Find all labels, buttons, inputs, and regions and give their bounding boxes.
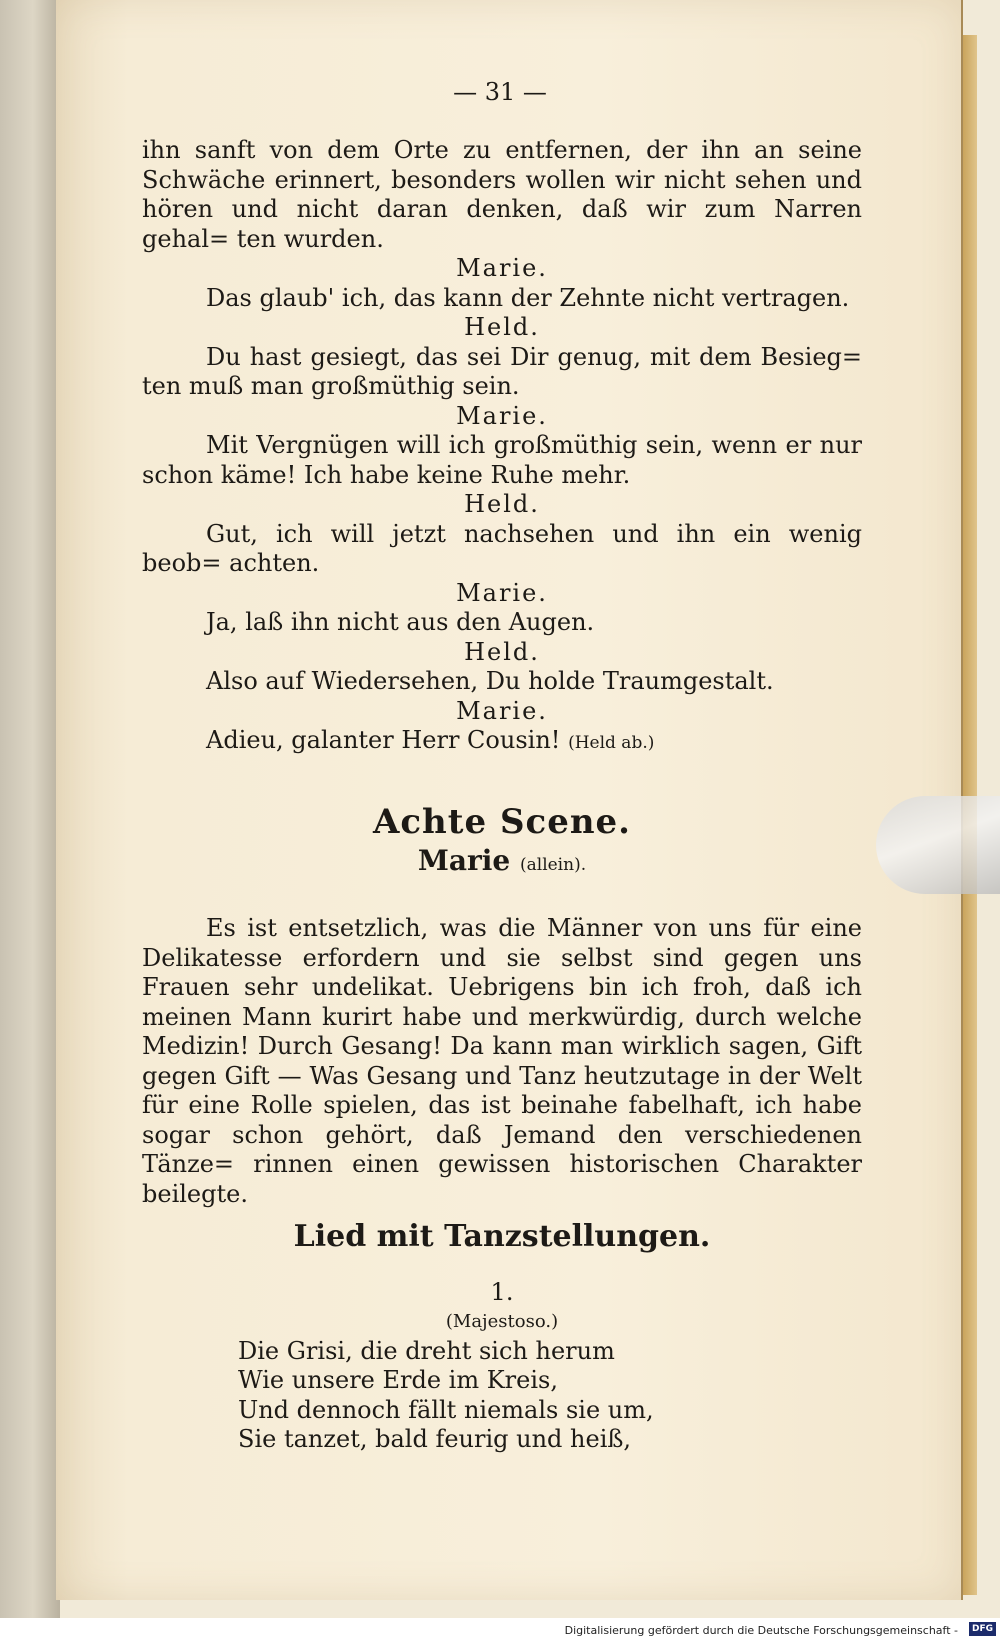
speech bbox=[142, 520, 862, 579]
speaker-name: Held. bbox=[464, 637, 540, 666]
speaker-name: Marie. bbox=[456, 696, 548, 725]
speaker-name: Marie. bbox=[456, 401, 548, 430]
speaker-name: Marie. bbox=[456, 254, 548, 282]
scene-character: Marie bbox=[417, 843, 511, 877]
paragraph bbox=[142, 136, 862, 254]
speech bbox=[142, 608, 862, 638]
page-number: — 31 — bbox=[453, 78, 547, 106]
text-line: Gift — Was Gesang und Tanz heutzutage in der Welt bbox=[224, 1061, 862, 1090]
song-block bbox=[142, 1219, 862, 1455]
text-line: Also auf Wiedersehen, Du holde Traumgestalt. bbox=[206, 667, 774, 695]
verse-line: Und dennoch fällt niemals sie um, bbox=[238, 1395, 654, 1424]
stage-direction: (allein). bbox=[519, 854, 587, 875]
book-spine bbox=[0, 0, 60, 1646]
text-line: Mit Vergnügen will ich großmüthig sein, wenn er nur bbox=[206, 431, 862, 459]
stage-direction: (Held ab.) bbox=[568, 733, 655, 753]
speech bbox=[142, 284, 862, 314]
speech bbox=[142, 726, 862, 759]
tempo-marking: (Majestoso.) bbox=[445, 1311, 559, 1332]
text-line: sehr undelikat. Uebrigens bin ich froh, daß ich meinen bbox=[142, 973, 862, 1031]
text-line: ihn sanft von dem Orte zu entfernen, der ihn an seine bbox=[142, 136, 862, 164]
dfg-logo: DFG bbox=[969, 1622, 996, 1636]
song-title: Lied mit Tanzstellungen. bbox=[293, 1219, 711, 1254]
verse-number: 1. bbox=[490, 1277, 514, 1306]
text-line: ten wurden. bbox=[236, 224, 384, 253]
scene-subtitle bbox=[142, 843, 862, 881]
text-line: Delikatesse erfordern und sie selbst sind gegen uns Frauen bbox=[142, 943, 862, 1001]
text-block-opening bbox=[142, 136, 862, 254]
text-line: Du hast gesiegt, das sei Dir genug, mit dem Besieg= bbox=[206, 342, 862, 371]
monologue-paragraph bbox=[142, 914, 862, 1209]
text-line: sogar schon gehört, daß Jemand den verschiedenen Tänze= bbox=[142, 1120, 862, 1178]
text-line: Adieu, galanter Herr Cousin! bbox=[206, 726, 561, 754]
speech bbox=[142, 343, 862, 402]
text-line: Ja, laß ihn nicht aus den Augen. bbox=[206, 608, 595, 636]
speech bbox=[142, 431, 862, 490]
text-line: rinnen einen gewissen historischen Charakter beilegte. bbox=[142, 1150, 862, 1208]
text-line: Es ist entsetzlich, was die Männer von uns für eine bbox=[206, 914, 862, 942]
scene-title: Achte Scene. bbox=[372, 802, 632, 842]
verse-line: Die Grisi, die dreht sich herum bbox=[238, 1336, 615, 1365]
verse-line: Wie unsere Erde im Kreis, bbox=[238, 1366, 558, 1394]
text-line: Durch Gesang! Da kann man wirklich sagen, Gift gegen bbox=[142, 1032, 862, 1090]
footer-credit: Digitalisierung gefördert durch die Deutsche Forschungsgemeinschaft - bbox=[564, 1624, 958, 1637]
text-line: Schwäche erinnert, besonders wollen wir nicht sehen und bbox=[142, 165, 862, 194]
text-line: hören und nicht daran denken, daß wir zum Narren gehal= bbox=[142, 195, 862, 253]
footer-bar bbox=[0, 1618, 1000, 1646]
text-line: schon käme! Ich habe keine Ruhe mehr. bbox=[142, 460, 631, 489]
speaker-name: Marie. bbox=[456, 578, 548, 607]
speaker-name: Held. bbox=[464, 490, 540, 518]
dialogue-block bbox=[142, 254, 862, 759]
monologue-block bbox=[142, 914, 862, 1209]
text-line: Das glaub' ich, das kann der Zehnte nicht vertragen. bbox=[206, 283, 850, 312]
scene-heading bbox=[142, 802, 862, 880]
text-line: Mann kurirt habe und merkwürdig, durch welche Medizin! bbox=[142, 1002, 862, 1060]
text-line: Gut, ich will jetzt nachsehen und ihn ein wenig beob= bbox=[142, 519, 862, 577]
speech bbox=[142, 667, 862, 697]
text-line: ten muß man großmüthig sein. bbox=[142, 372, 520, 400]
verse-line: Sie tanzet, bald feurig und heiß, bbox=[238, 1425, 632, 1453]
speaker-name: Held. bbox=[464, 313, 540, 341]
text-line: für eine Rolle spielen, das ist beinahe fabelhaft, ich habe bbox=[142, 1091, 862, 1119]
text-line: achten. bbox=[229, 549, 320, 577]
page-clip bbox=[876, 796, 1000, 894]
